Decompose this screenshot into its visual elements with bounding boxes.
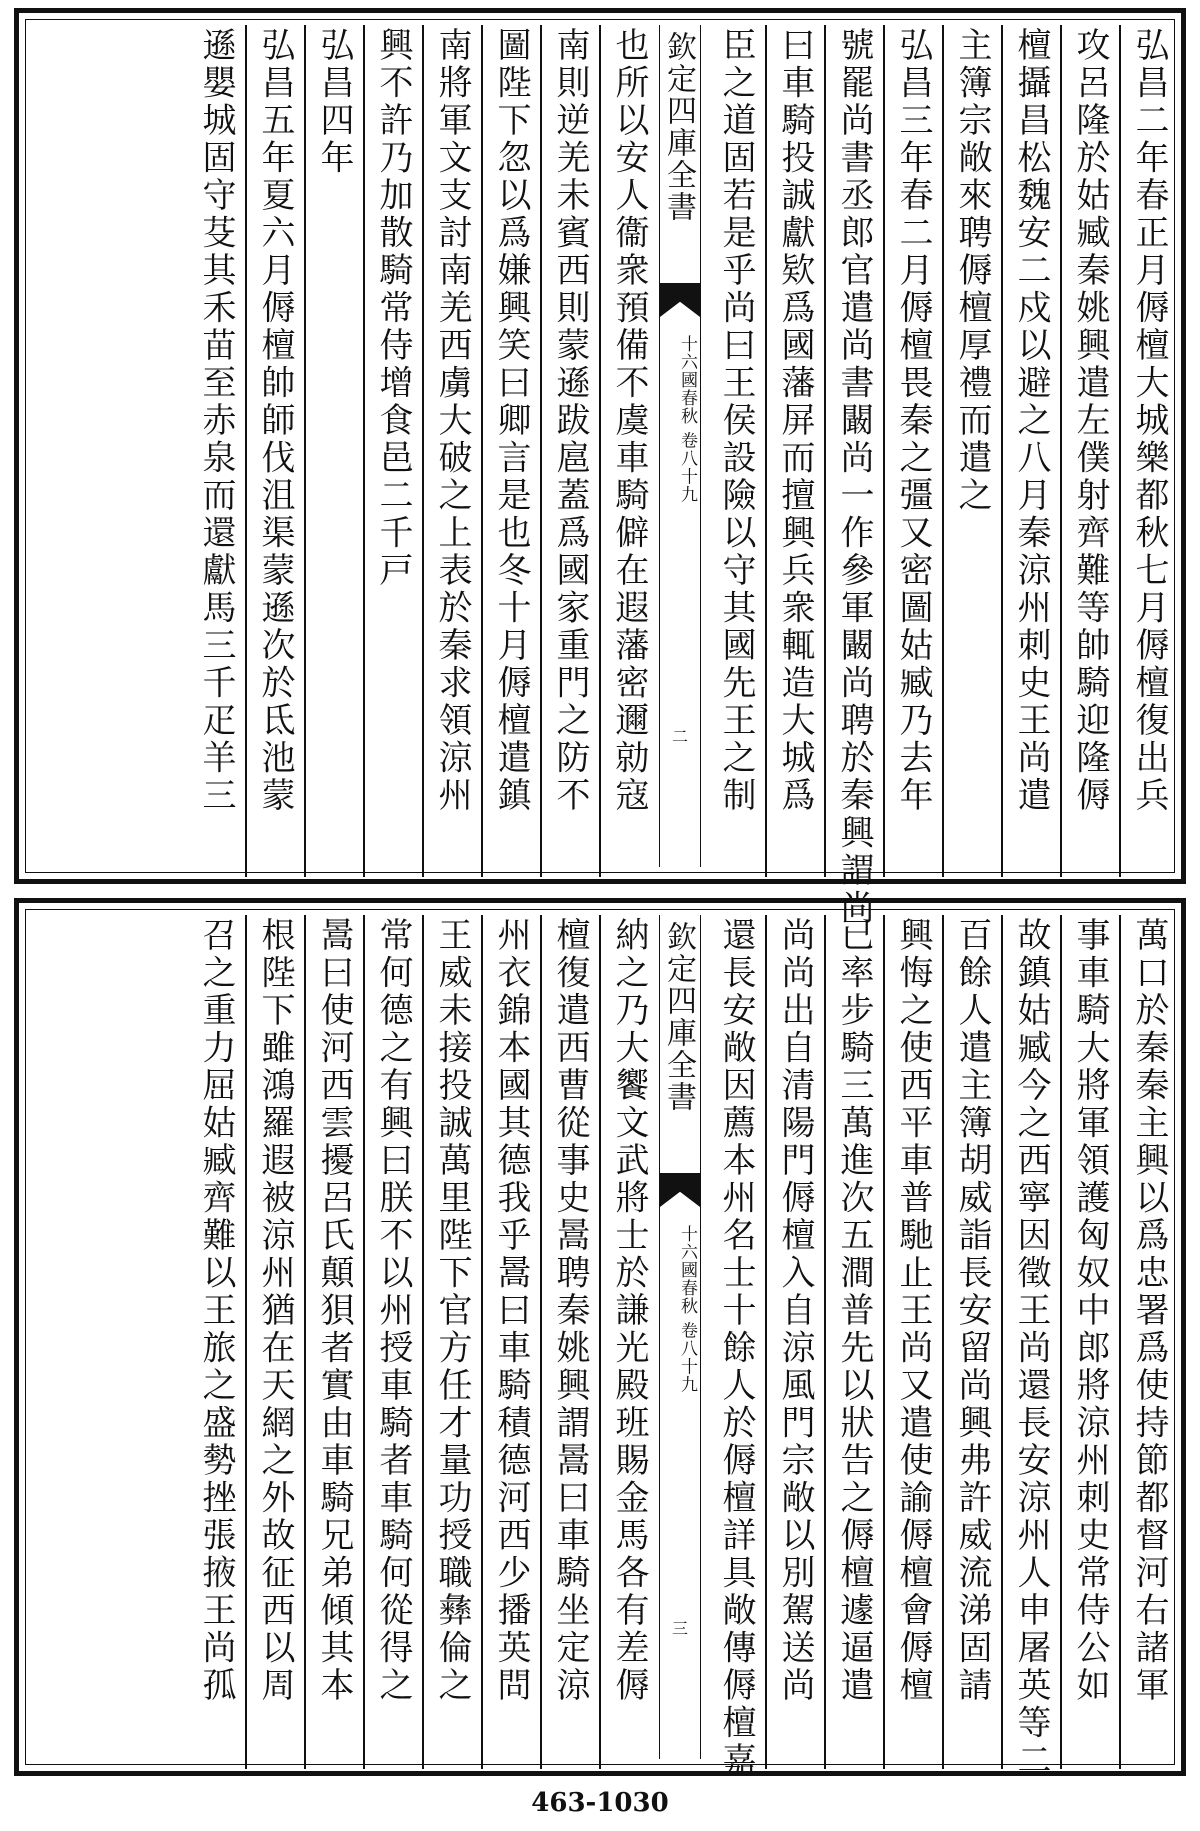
book-title: 欽定四庫全書 bbox=[661, 921, 696, 1113]
text-column: 弘昌三年春二月傉檀畏秦之彊又密圖姑臧乃去年 bbox=[893, 27, 933, 815]
volume-label: 十六國春秋 卷八十九 bbox=[677, 1225, 697, 1394]
column-rule bbox=[942, 25, 944, 877]
column-rule bbox=[363, 25, 365, 877]
text-column: 王威未接投誠萬里陛下官方任才量功授職彝倫之 bbox=[432, 917, 472, 1705]
text-column: 暠曰使河西雲擾呂氏顛狽者實由車騎兄弟傾其本 bbox=[314, 917, 354, 1705]
text-column: 故鎮姑臧今之西寧因徵王尚還長安涼州人申屠英等二 bbox=[1011, 917, 1051, 1780]
text-column: 納之乃大饗文武將士於謙光殿班賜金馬各有差傉 bbox=[609, 917, 649, 1705]
column-rule bbox=[1119, 915, 1121, 1769]
text-column: 南將軍文支討南羌西虜大破之上表於秦求領涼州 bbox=[432, 27, 472, 815]
text-column: 尚尚出自清陽門傉檀入自涼風門宗敞以別駕送尚 bbox=[775, 917, 815, 1705]
text-column: 州衣錦本國其德我乎暠曰車騎積德河西少播英問 bbox=[491, 917, 531, 1705]
text-column: 檀攝昌松魏安二戍以避之八月秦涼州刺史王尚遣 bbox=[1011, 27, 1051, 815]
text-column: 號罷尚書丞郎官遣尚書闞尚一作參軍闞尚聘於秦興謂尚 bbox=[834, 27, 874, 927]
column-rule bbox=[422, 915, 424, 1769]
page-number: 三 bbox=[671, 1619, 688, 1638]
column-rule bbox=[942, 915, 944, 1769]
column-rule bbox=[540, 915, 542, 1769]
column-rule bbox=[304, 25, 306, 877]
text-column: 臣之道固若是乎尚曰王侯設險以守其國先王之制 bbox=[716, 27, 756, 815]
column-rule bbox=[304, 915, 306, 1769]
volume-label: 十六國春秋 卷八十九 bbox=[677, 335, 697, 504]
text-column: 萬口於秦秦主興以爲忠署爲使持節都督河右諸軍 bbox=[1129, 917, 1169, 1705]
column-rule bbox=[599, 915, 601, 1769]
bottom-leaf bbox=[14, 898, 1186, 1780]
page-number: 二 bbox=[671, 727, 688, 746]
text-column: 南則逆羌未賓西則蒙遜跋扈蓋爲國家重門之防不 bbox=[550, 27, 590, 815]
center-fold bbox=[659, 915, 701, 1759]
column-rule bbox=[824, 915, 826, 1769]
text-column: 還長安敞因薦本州名士十餘人於傉檀詳具敞傳傉檀嘉 bbox=[716, 917, 756, 1780]
text-column: 根陛下雖鴻羅遐被涼州猶在天網之外故征西以周 bbox=[255, 917, 295, 1705]
column-rule bbox=[1119, 25, 1121, 877]
text-column: 常何德之有興曰朕不以州授車騎者車騎何從得之 bbox=[373, 917, 413, 1705]
text-column: 也所以安人衞衆預備不虞車騎僻在遐藩密邇勍寇 bbox=[609, 27, 649, 815]
text-column: 事車騎大將軍領護匈奴中郎將涼州刺史常侍公如 bbox=[1070, 917, 1110, 1705]
top-leaf bbox=[14, 8, 1186, 927]
column-rule bbox=[481, 25, 483, 877]
text-column: 檀復遣西曹從事史暠聘秦姚興謂暠曰車騎坐定涼 bbox=[550, 917, 590, 1705]
text-column: 攻呂隆於姑臧秦姚興遣左僕射齊難等帥騎迎隆傉 bbox=[1070, 27, 1110, 815]
column-rule bbox=[540, 25, 542, 877]
text-column: 百餘人遣主簿胡威詣長安留尚興弗許威流涕固請 bbox=[952, 917, 992, 1705]
text-column: 已率步騎三萬進次五澗普先以狀告之傉檀遽逼遣 bbox=[834, 917, 874, 1705]
column-rule bbox=[1060, 915, 1062, 1769]
column-rule bbox=[883, 25, 885, 877]
column-rule bbox=[883, 915, 885, 1769]
column-rule bbox=[422, 25, 424, 877]
text-column: 興悔之使西平車普馳止王尚又遣使諭傉檀會傉檀 bbox=[893, 917, 933, 1705]
text-column: 弘昌五年夏六月傉檀帥師伐沮渠蒙遜次於氐池蒙 bbox=[255, 27, 295, 815]
text-column: 興不許乃加散騎常侍增食邑二千戸 bbox=[373, 27, 413, 590]
text-column: 遜嬰城固守芟其禾苗至赤泉而還獻馬三千疋羊三 bbox=[196, 27, 236, 815]
text-column: 召之重力屈姑臧齊難以王旅之盛勢挫張掖王尚孤 bbox=[196, 917, 236, 1705]
column-rule bbox=[1001, 25, 1003, 877]
page-footer-number: 463-1030 bbox=[531, 1788, 669, 1818]
text-column: 曰車騎投誠獻欵爲國藩屏而擅興兵衆輒造大城爲 bbox=[775, 27, 815, 815]
column-rule bbox=[1060, 25, 1062, 877]
column-rule bbox=[481, 915, 483, 1769]
column-rule bbox=[363, 915, 365, 1769]
fish-tail-mark bbox=[660, 1173, 700, 1207]
text-column: 弘昌四年 bbox=[314, 27, 354, 177]
column-rule bbox=[765, 25, 767, 877]
center-fold bbox=[659, 25, 701, 867]
text-column: 圖陛下忽以爲嫌興笑曰卿言是也冬十月傉檀遣鎮 bbox=[491, 27, 531, 815]
fish-tail-mark bbox=[660, 283, 700, 317]
column-rule bbox=[824, 25, 826, 877]
text-column: 主簿宗敞來聘傉檀厚禮而遣之 bbox=[952, 27, 992, 515]
book-title: 欽定四庫全書 bbox=[661, 31, 696, 223]
column-rule bbox=[599, 25, 601, 877]
column-rule bbox=[1001, 915, 1003, 1769]
column-rule bbox=[765, 915, 767, 1769]
text-column: 弘昌二年春正月傉檀大城樂都秋七月傉檀復出兵 bbox=[1129, 27, 1169, 815]
column-rule bbox=[245, 915, 247, 1769]
column-rule bbox=[245, 25, 247, 877]
